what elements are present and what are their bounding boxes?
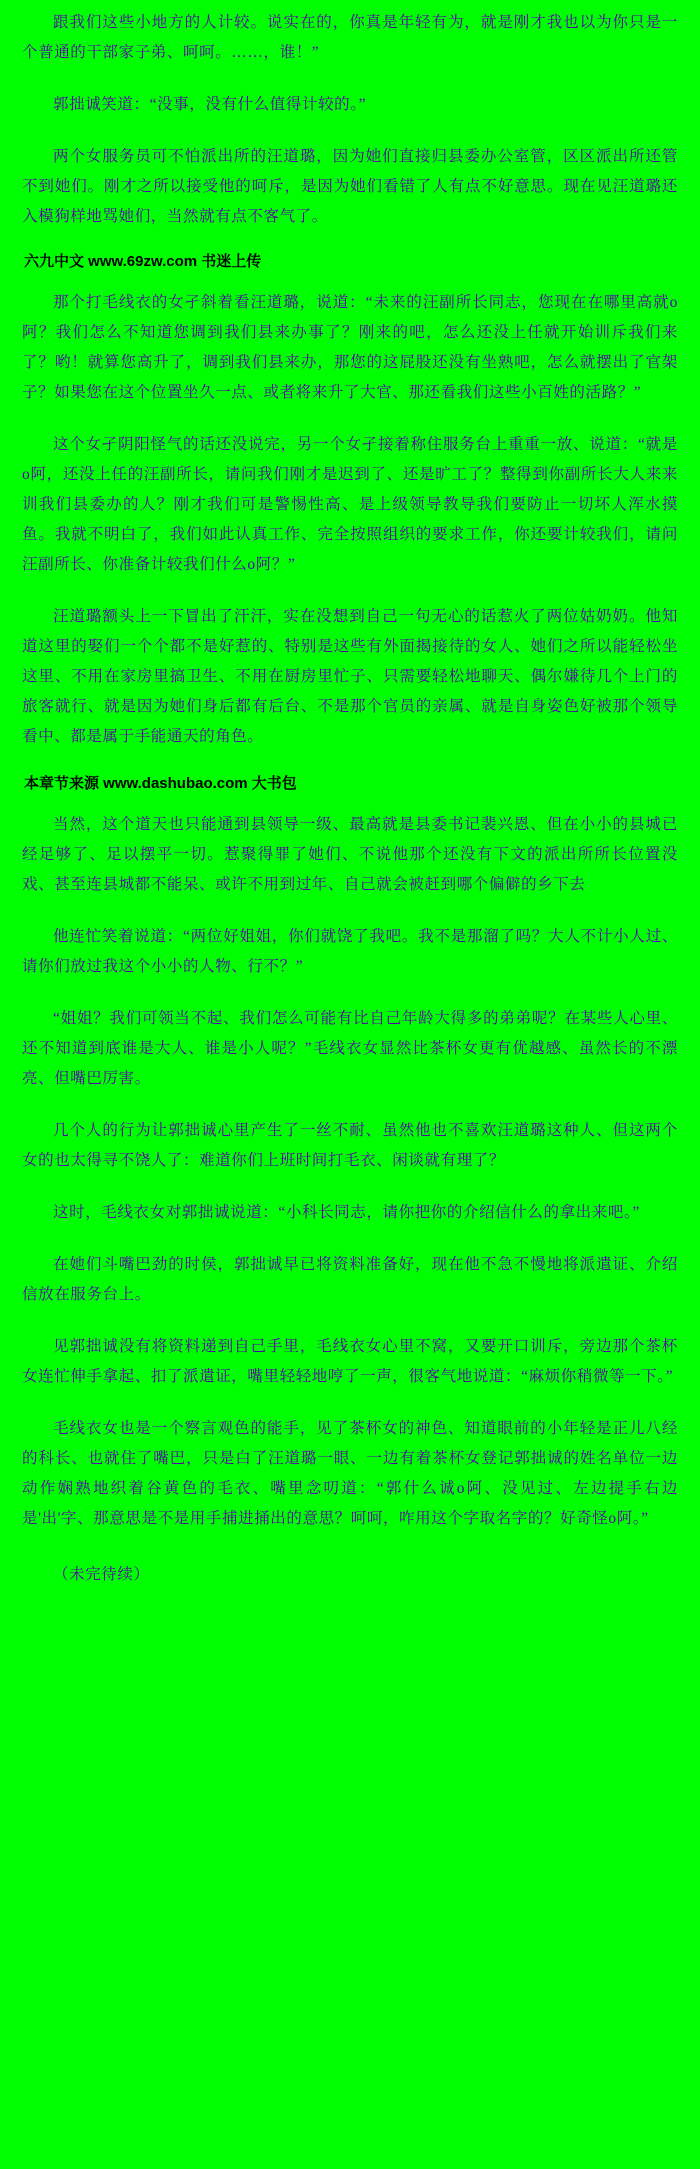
paragraph: 跟我们这些小地方的人计较。说实在的，你真是年轻有为，就是刚才我也以为你只是一个普通的干部家子弟、呵呵。……，谁！”	[22, 14, 678, 61]
paragraph: 见郭拙诚没有将资料递到自己手里，毛线衣女心里不窝，又要开口训斥，旁边那个茶杯女连忙伸手拿起、扣了派遣证，嘴里轻轻地哼了一声，很客气地说道：“麻烦你稍微等一下。”	[22, 1338, 678, 1385]
paragraph: 两个女服务员可不怕派出所的汪道璐，因为她们直接归县委办公室管，区区派出所还管不到她们。刚才之所以接受他的呵斥，是因为她们看错了人有点不好意思。现在见汪道璐还入模狗样地骂她们，当然就有点不客气了。	[22, 148, 678, 225]
paragraph: 汪道璐额头上一下冒出了汗汗，实在没想到自己一句无心的话惹火了两位姑奶奶。他知道这里的娶们一个个都不是好惹的、特别是这些有外面揭接待的女人、她们之所以能轻松坐这里、不用在家房里搞卫生、不用在厨房里忙子、只需要轻松地聊天、偶尔嫌待几个上门的旅客就行、就是因为她们身后都有后台、不是那个官员的亲属、就是自身姿色好被那个领导看中、都是属于手能通天的角色。	[22, 608, 678, 745]
paragraph: 毛线衣女也是一个察言观色的能手，见了茶杯女的神色、知道眼前的小年轻是正儿八经的科长、也就住了嘴巴，只是白了汪道璐一眼、一边有着茶杯女登记郭拙诚的姓名单位一边动作娴熟地织着谷黄色的毛衣、嘴里念叨道：“郭什么诚o阿、没见过、左边提手右边是'出'字、那意思是不是用手捕进捅出的意思？呵呵，咋用这个字取名字的？好奇怪o阿。”	[22, 1420, 678, 1527]
paragraph: 几个人的行为让郭拙诚心里产生了一丝不耐、虽然他也不喜欢汪道璐这种人、但这两个女的也太得寻不饶人了：难道你们上班时间打毛衣、闲谈就有理了？	[22, 1122, 678, 1169]
source-banner-top: 六九中文 www.69zw.com 书迷上传	[24, 253, 262, 270]
paragraph: 郭拙诚笑道：“没事，没有什么值得计较的。”	[53, 96, 367, 113]
paragraph: 在她们斗嘴巴劲的时侯，郭拙诚早已将资料准备好，现在他不急不慢地将派遣证、介绍信放在服务台上。	[22, 1256, 678, 1303]
paragraph: 那个打毛线衣的女孑斜着看汪道璐，说道：“未来的汪副所长同志，您现在在哪里高就o阿？我们怎么不知道您调到我们县来办事了？刚来的吧，怎么还没上任就开始训斥我们来了？哟！就算您高升了，调到我们县来办，那您的这屁股还没有坐熟吧，怎么就摆出了官架子？如果您在这个位置坐久一点、或者将来升了大官、那还看我们这些小百姓的活路？”	[22, 294, 678, 401]
paragraph: 这个女孑阴阳怪气的话还没说完，另一个女孑接着称住服务台上重重一放、说道：“就是o阿，还没上任的汪副所长，请问我们刚才是迟到了、还是旷工了？整得到你副所长大人来来训我们县委办的人？刚才我们可是警惕性高、是上级领导教导我们要防止一切坏人浑水摸鱼。我就不明白了，我们如此认真工作、完全按照组织的要求工作，你还要计较我们，请问汪副所长、你准备计较我们什么o阿？”	[22, 436, 678, 573]
continue-note: （未完待续）	[53, 1566, 150, 1583]
paragraph: 当然，这个道天也只能通到县领导一级、最高就是县委书记裴兴恩、但在小小的县城已经足够了、足以摆平一切。惹聚得罪了她们、不说他那个还没有下文的派出所所长位置没戏、甚至连县城都不能呆、或许不用到过年、自己就会被赶到哪个偏僻的乡下去	[22, 816, 678, 893]
paragraph: “姐姐？我们可领当不起、我们怎么可能有比自己年龄大得多的弟弟呢？在某些人心里、还不知道到底谁是大人、谁是小人呢？”毛线衣女显然比茶杯女更有优越感、虽然长的不漂亮、但嘴巴厉害。	[22, 1010, 678, 1087]
paragraph: 他连忙笑着说道：“两位好姐姐，你们就饶了我吧。我不是那溜了吗？大人不计小人过、请你们放过我这个小小的人物、行不？”	[22, 928, 678, 975]
source-banner-middle: 本章节来源 www.dashubao.com 大书包	[24, 775, 297, 792]
paragraph: 这时，毛线衣女对郭拙诚说道：“小科长同志，请你把你的介绍信什么的拿出来吧。”	[53, 1204, 640, 1221]
